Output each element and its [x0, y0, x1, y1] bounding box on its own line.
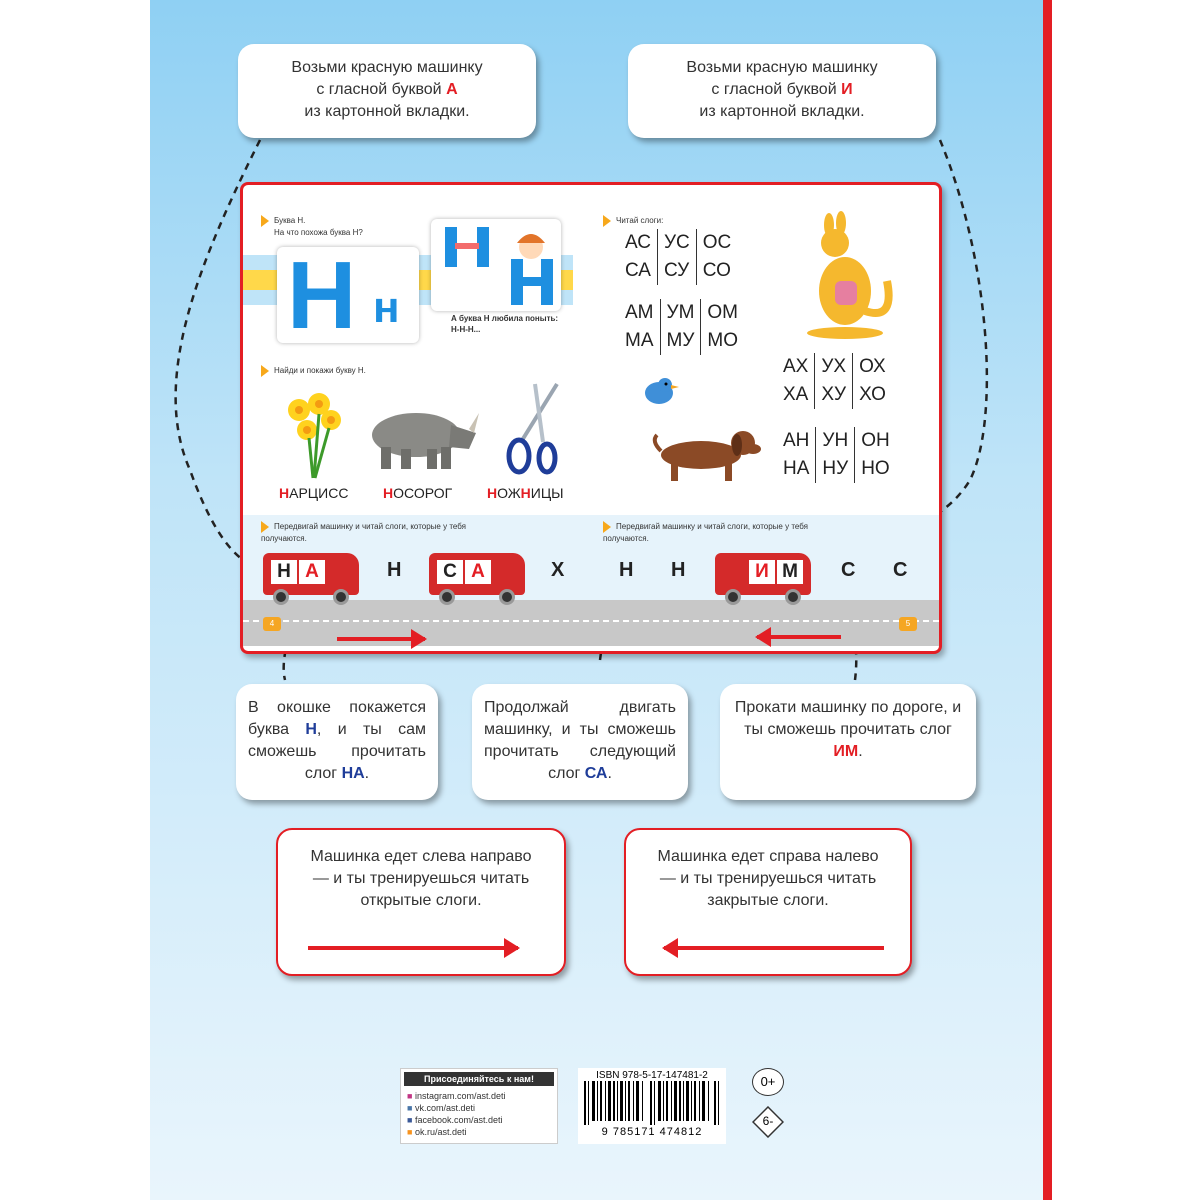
- social-link[interactable]: ■ ok.ru/ast.deti: [407, 1127, 467, 1137]
- syllable-table-m: АМ УМ ОМ МА МУ МО: [619, 299, 744, 355]
- age-badge-0: 0+: [752, 1068, 784, 1096]
- read-task: Читай слоги:: [603, 215, 663, 227]
- barcode-digits: 9 785171 474812: [601, 1126, 703, 1138]
- letter-picture-card: [431, 219, 561, 311]
- mid-bubble-sa: Продолжай двигать машинку, и ты сможешь прочитать следующий слог СА.: [472, 684, 688, 800]
- barcode-box: [578, 1068, 726, 1144]
- arrow-right-icon: [308, 946, 518, 950]
- social-box: [400, 1068, 558, 1144]
- direction-arrow-left: [757, 635, 841, 639]
- move-task-right: Передвигай машинку и читай слоги, которые у тебя получаются.: [603, 522, 808, 543]
- social-header: Присоединяйтесь к нам!: [404, 1072, 554, 1086]
- road-letter: Н: [671, 559, 686, 581]
- book-spread-preview: [240, 182, 942, 654]
- isbn-text: ISBN 978-5-17-147481-2: [596, 1070, 708, 1081]
- traffic-cone-left: 4: [263, 617, 281, 631]
- bubble-line: из картонной вкладки.: [699, 103, 865, 120]
- wheel: [725, 589, 741, 605]
- vowel-letter: А: [446, 81, 458, 98]
- car-window-1: И: [749, 560, 775, 584]
- road-letter: Н: [619, 559, 634, 581]
- car-window-2: А: [299, 560, 325, 584]
- bubble-line: Возьми красную машинку: [291, 59, 483, 76]
- word-nosorog: НОСОРОГ: [383, 485, 453, 501]
- car-window-2: А: [465, 560, 491, 584]
- bubble-line: Возьми красную машинку: [686, 59, 878, 76]
- road-letter: Н: [387, 559, 402, 581]
- pointer-icon: [603, 521, 611, 533]
- car-na: [263, 553, 359, 603]
- bottom-bubble-right: Машинка едет справа налево — и ты тренируешься читать закрытые слоги.: [624, 828, 912, 976]
- syllable-table-h: АХ УХ ОХ ХА ХУ ХО: [777, 353, 892, 409]
- direction-arrow-right: [337, 637, 425, 641]
- arrow-left-icon: [664, 946, 884, 950]
- pointer-icon: [603, 215, 611, 227]
- car-window-1: Н: [271, 560, 297, 584]
- big-lowercase-letter: н: [373, 283, 400, 332]
- bottom-bubble-left: Машинка едет слева направо — и ты тренируешься читать открытые слоги.: [276, 828, 566, 976]
- social-link[interactable]: ■ facebook.com/ast.deti: [407, 1115, 503, 1125]
- car-im: [715, 553, 811, 603]
- barcode-graphic: [582, 1081, 722, 1125]
- letter-intro-text: Буква Н. На что похожа буква Н?: [261, 215, 363, 238]
- dachshund-illustration: [651, 417, 761, 487]
- syllable-table-s: АС УС ОС СА СУ СО: [619, 229, 737, 285]
- car-window-2: М: [777, 560, 803, 584]
- social-link[interactable]: ■ vk.com/ast.deti: [407, 1103, 475, 1113]
- scissors-illustration: [505, 380, 565, 478]
- word-nozhnitsy: НОЖНИЦЫ: [487, 485, 564, 501]
- big-uppercase-letter: Н: [287, 242, 357, 349]
- social-link[interactable]: ■ instagram.com/ast.deti: [407, 1091, 506, 1101]
- car-window-1: С: [437, 560, 463, 584]
- top-bubble-right: Возьми красную машинку с гласной буквой И из картонной вкладки.: [628, 44, 936, 138]
- vowel-letter: И: [841, 81, 853, 98]
- wheel: [333, 589, 349, 605]
- letter-card: [277, 242, 419, 349]
- word-narciss: НАРЦИСС: [279, 485, 349, 501]
- wheel: [439, 589, 455, 605]
- bird-illustration: [639, 373, 679, 407]
- wheel: [785, 589, 801, 605]
- road-letter: С: [893, 559, 908, 581]
- bubble-line: из картонной вкладки.: [304, 103, 470, 120]
- kangaroo-illustration: [795, 211, 895, 341]
- daffodil-illustration: [279, 390, 349, 480]
- find-task: Найди и покажи букву Н.: [261, 365, 366, 377]
- road-letter: Х: [551, 559, 565, 581]
- pointer-icon: [261, 365, 269, 377]
- rhinoceros-illustration: [361, 403, 481, 473]
- wheel: [273, 589, 289, 605]
- syllable-table-n: АН УН ОН НА НУ НО: [777, 427, 896, 483]
- car-sa: [429, 553, 525, 603]
- age-badge-6: 6-: [752, 1106, 782, 1136]
- pointer-icon: [261, 215, 269, 227]
- traffic-cone-right: 5: [899, 617, 917, 631]
- top-bubble-left: Возьми красную машинку с гласной буквой А из картонной вкладки.: [238, 44, 536, 138]
- road-letter: С: [841, 559, 856, 581]
- letter-caption: А буква Н любила поныть: Н-Н-Н...: [451, 314, 559, 334]
- mid-bubble-na: В окошке покажется буква Н, и ты сам сможешь прочитать слог НА.: [236, 684, 438, 800]
- move-task-left: Передвигай машинку и читай слоги, которые у тебя получаются.: [261, 522, 466, 543]
- pointer-icon: [261, 521, 269, 533]
- wheel: [499, 589, 515, 605]
- mid-bubble-im: Прокати машинку по дороге, и ты сможешь прочитать слог ИМ.: [720, 684, 976, 800]
- girl-and-letter-illustration: [431, 219, 561, 311]
